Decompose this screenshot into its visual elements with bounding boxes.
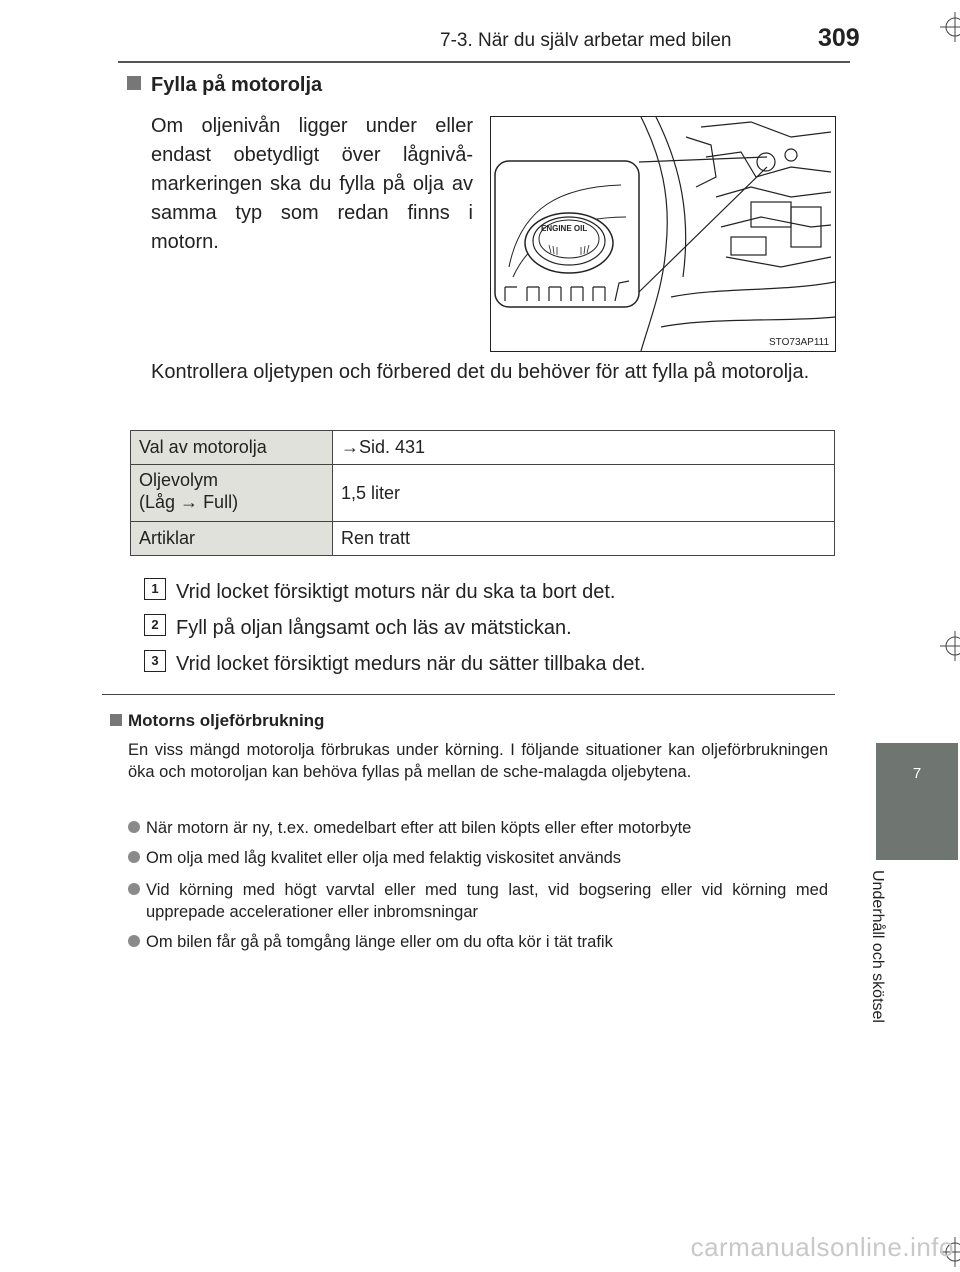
chapter-label: Underhåll och skötsel	[869, 870, 886, 1023]
subsection-body: En viss mängd motorolja förbrukas under körning. I följande situationer kan oljeförbrukningen öka och motoroljan kan behöva fyllas på mellan de sche-malagda oljebytena.	[128, 741, 828, 781]
step-number: 2	[144, 614, 166, 636]
header-rule	[118, 61, 850, 63]
cap-label: ENGINE OIL	[541, 224, 588, 233]
table-key: Val av motorolja	[131, 431, 333, 465]
image-code: STO73AP111	[769, 337, 830, 348]
table-value: →Sid. 431	[333, 431, 835, 465]
watermark: carmanualsonline.info	[690, 1232, 954, 1262]
page-number: 309	[818, 24, 860, 52]
step-number: 1	[144, 578, 166, 600]
oil-spec-table	[130, 430, 835, 556]
list-item: När motorn är ny, t.ex. omedelbart efter att bilen köpts eller efter motorbyte	[128, 817, 828, 839]
step-number: 3	[144, 650, 166, 672]
chapter-number: 7	[912, 765, 922, 782]
section-title: Fylla på motorolja	[127, 74, 322, 97]
chapter-tab	[876, 743, 958, 860]
step-text: Fyll på oljan långsamt och läs av mätstickan.	[176, 617, 572, 639]
table-row	[131, 465, 835, 522]
table-key: Oljevolym (Låg → Full)	[131, 465, 333, 522]
step-text: Vrid locket försiktigt moturs när du ska ta bort det.	[176, 581, 616, 603]
table-value: Ren tratt	[333, 522, 835, 556]
crop-mark-icon	[940, 12, 960, 42]
list-item: Om olja med låg kvalitet eller olja med felaktig viskositet används	[128, 847, 828, 869]
bullet-icon	[128, 821, 140, 833]
intro-paragraph: Om oljenivån ligger under eller endast obetydligt över lågnivå-markeringen ska du fylla på olja av samma typ som redan finns i motorn.	[151, 115, 473, 253]
table-row	[131, 522, 835, 556]
table-key: Artiklar	[131, 522, 333, 556]
table-value: 1,5 liter	[333, 465, 835, 522]
step-text: Vrid locket försiktigt medurs när du sätter tillbaka det.	[176, 653, 646, 675]
square-bullet-icon	[110, 714, 122, 726]
oil-cap-illustration	[490, 116, 836, 352]
arrow-icon: →	[180, 492, 199, 512]
section-header: 7-3. När du själv arbetar med bilen	[440, 30, 732, 51]
bullet-icon	[128, 883, 140, 895]
crop-mark-icon	[940, 631, 960, 661]
bullet-icon	[128, 851, 140, 863]
arrow-icon: →	[341, 437, 359, 457]
square-bullet-icon	[127, 76, 141, 90]
list-item: Om bilen får gå på tomgång länge eller om du ofta kör i tät trafik	[128, 931, 828, 953]
bullet-icon	[128, 935, 140, 947]
check-paragraph: Kontrollera oljetypen och förbered det du behöver för att fylla på motorolja.	[151, 361, 810, 383]
table-row	[131, 431, 835, 465]
subsection-title: Motorns oljeförbrukning	[110, 711, 324, 731]
list-item: Vid körning med högt varvtal eller med tung last, vid bogsering eller vid körning med upprepade accelerationer eller inbromsningar	[128, 879, 828, 923]
section-divider	[102, 694, 835, 695]
